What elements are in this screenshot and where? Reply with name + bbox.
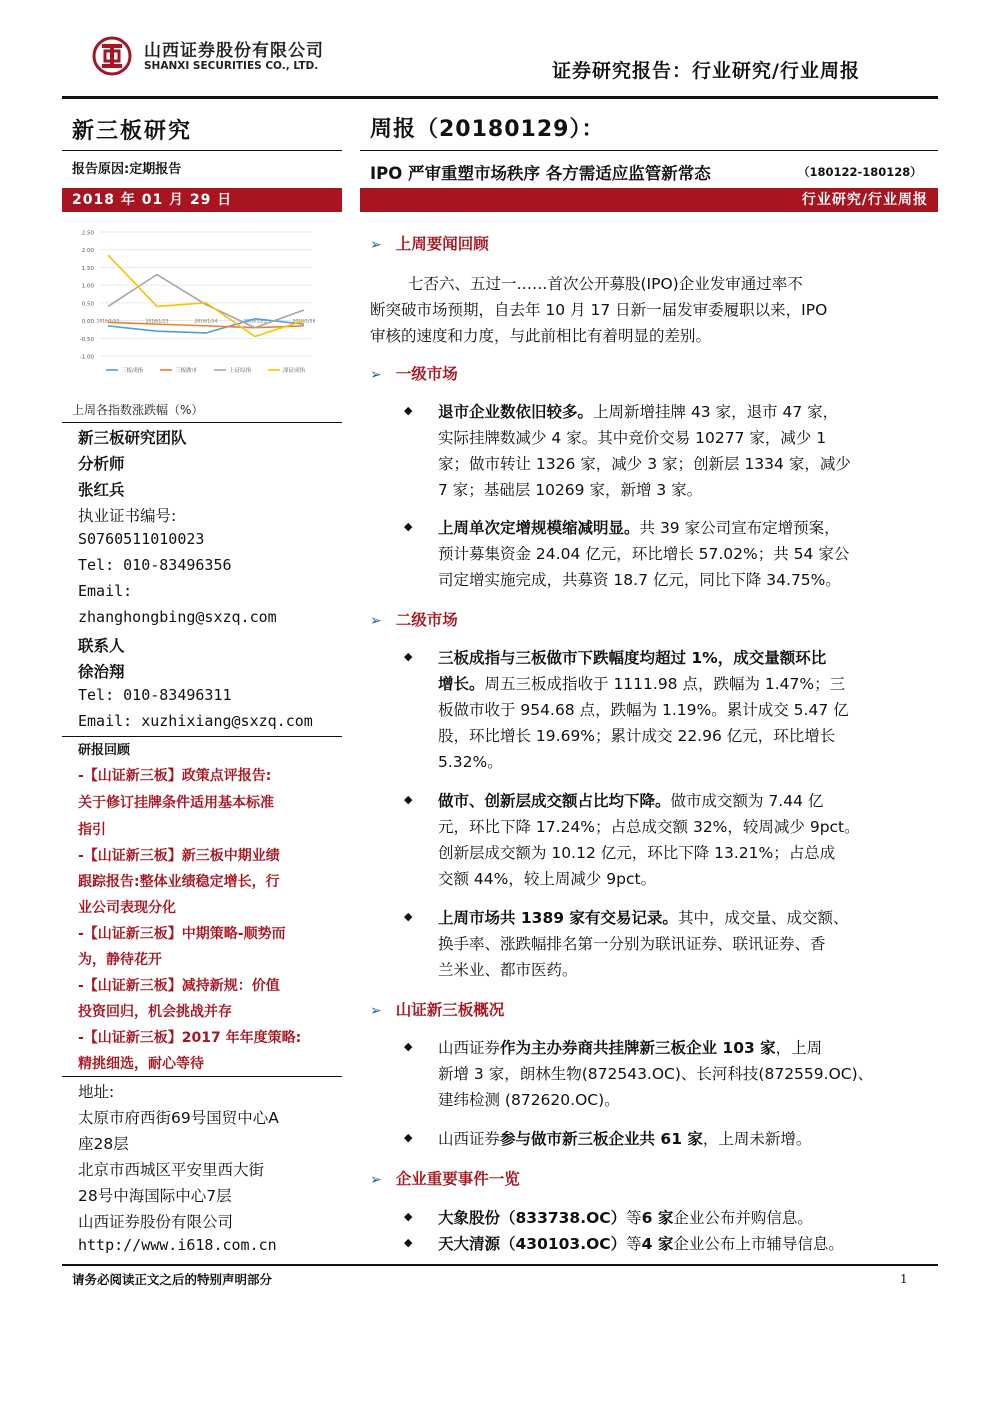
- address-line: 北京市西城区平安里西大街: [78, 1161, 265, 1179]
- address-line: 太原市府西街69号国贸中心A: [78, 1109, 279, 1127]
- address-line: 28号中海国际中心7层: [78, 1187, 232, 1205]
- bullet-line: 上周市场共 1389 家有交易记录。其中，成交量、成交额、: [438, 909, 849, 927]
- paragraph-line: 断突破市场预期，自去年 10 月 17 日新一届发审委履职以来，IPO: [370, 301, 828, 319]
- section-bar-label: 行业研究/行业周报: [801, 192, 928, 208]
- analyst-label: 分析师: [78, 455, 125, 473]
- company-name-en: SHANXI SECURITIES CO., LTD.: [144, 60, 319, 72]
- email-label: Email:: [78, 582, 133, 600]
- section-heading-sxzq-overview: ➢ 山证新三板概况: [370, 1001, 505, 1019]
- team-name: 新三板研究团队: [78, 429, 187, 447]
- chart-x-tick-label: 2018/1/23: [145, 319, 169, 325]
- contact-label: 联系人: [78, 637, 125, 655]
- bullet-icon: ◆: [404, 910, 413, 923]
- chart-x-tick-label: 2018/1/22: [96, 319, 120, 325]
- chart-caption: 上周各指数涨跌幅（%）: [72, 403, 204, 417]
- chart-caption-divider: [62, 422, 342, 423]
- research-item[interactable]: 指引: [78, 822, 106, 838]
- index-change-chart: [62, 220, 342, 394]
- left-title-divider: [62, 150, 342, 151]
- chart-legend-label: 上证综指: [229, 368, 252, 374]
- cert-label: 执业证书编号:: [78, 507, 177, 525]
- left-title: 新三板研究: [72, 119, 193, 144]
- analyst-email[interactable]: zhanghongbing@sxzq.com: [78, 608, 277, 626]
- contact-tel: Tel: 010-83496311: [78, 686, 232, 704]
- bullet-line: 股，环比增长 19.69%；累计成交 22.96 亿元，环比增长: [438, 727, 836, 745]
- section-heading-corporate-events: ➢ 企业重要事件一览: [370, 1170, 520, 1188]
- bullet-icon: ◆: [404, 1040, 413, 1053]
- bullet-line: 退市企业数依旧较多。上周新增挂牌 43 家，退市 47 家，: [438, 403, 839, 421]
- bullet-line: 增长。周五三板成指收于 1111.98 点，跌幅为 1.47%；三: [438, 675, 846, 693]
- company-website[interactable]: http://www.i618.com.cn: [78, 1236, 277, 1254]
- research-item[interactable]: -【山证新三板】中期策略-顺势而: [78, 926, 286, 942]
- contact-email[interactable]: Email: xuzhixiang@sxzq.com: [78, 712, 313, 730]
- chart-x-tick-label: 2018/1/26: [292, 319, 316, 325]
- main-title: 周报（20180129）：: [370, 117, 605, 142]
- research-item[interactable]: 跟踪报告:整体业绩稳定增长，行: [78, 874, 280, 890]
- bullet-icon: ◆: [404, 1131, 413, 1144]
- address-line: 座28层: [78, 1135, 129, 1153]
- section-heading-secondary-market: ➢ 二级市场: [370, 611, 458, 629]
- section-heading-news: ➢ 上周要闻回顾: [370, 235, 489, 253]
- bullet-icon: ◆: [404, 404, 413, 417]
- bullet-line: 7 家；基础层 10269 家，新增 3 家。: [438, 481, 703, 499]
- research-review-title: 研报回顾: [78, 743, 131, 758]
- chart-y-tick-label: 2.50: [81, 230, 94, 237]
- footer-notice: 请务必阅读正文之后的特别声明部分: [72, 1272, 273, 1287]
- page-number: 1: [900, 1272, 908, 1286]
- research-item[interactable]: 投资回归，机会挑战并存: [78, 1004, 232, 1020]
- bullet-line: 兰米业、都市医药。: [438, 961, 578, 979]
- report-reason: 报告原因:定期报告: [72, 162, 182, 177]
- analyst-tel: Tel: 010-83496356: [78, 556, 232, 574]
- research-item[interactable]: 精挑细选，耐心等待: [78, 1056, 204, 1072]
- bullet-icon: ◆: [404, 520, 413, 533]
- footer-divider: [62, 1264, 938, 1266]
- bullet-line: 板做市收于 954.68 点，跌幅为 1.19%。累计成交 5.47 亿: [438, 701, 849, 719]
- research-divider: [62, 736, 342, 737]
- chart-y-tick-label: 1.50: [81, 265, 94, 272]
- bullet-line: 5.32%。: [438, 753, 503, 771]
- bullet-line: 创新层成交额为 10.12 亿元，环比下降 13.21%；占总成: [438, 844, 836, 862]
- bullet-line: 实际挂牌数减少 4 家。其中竞价交易 10277 家，减少 1: [438, 429, 827, 447]
- bullet-line: 大象股份（833738.OC）等6 家企业公布并购信息。: [438, 1209, 813, 1227]
- bullet-line: 换手率、涨跌幅排名第一分别为联讯证券、联讯证券、香: [438, 935, 826, 953]
- research-item[interactable]: -【山证新三板】政策点评报告:: [78, 768, 272, 784]
- bullet-line: 三板成指与三板做市下跌幅度均超过 1%，成交量额环比: [438, 649, 827, 667]
- section-bar: [360, 188, 938, 212]
- subtitle: IPO 严审重塑市场秩序 各方需适应监管新常态: [370, 164, 711, 183]
- research-item[interactable]: -【山证新三板】新三板中期业绩: [78, 848, 280, 864]
- section-heading-primary-market: ➢ 一级市场: [370, 365, 458, 383]
- research-item[interactable]: 业公司表现分化: [78, 900, 176, 916]
- bullet-line: 家；做市转让 1326 家，减少 3 家；创新层 1334 家，减少: [438, 455, 851, 473]
- chart-legend-label: 三板做市: [175, 368, 198, 374]
- chart-y-tick-label: 0.00: [81, 319, 94, 326]
- chevron-right-icon: ➢: [370, 1003, 382, 1019]
- chevron-right-icon: ➢: [370, 367, 382, 383]
- address-divider: [62, 1076, 342, 1077]
- main-title-divider: [360, 150, 938, 151]
- bullet-icon: ◆: [404, 793, 413, 806]
- bullet-line: 元，环比下降 17.24%；占总成交额 32%，较周减少 9pct。: [438, 818, 860, 836]
- cert-number: S0760511010023: [78, 530, 205, 548]
- chart-y-tick-label: 0.50: [81, 301, 94, 308]
- company-logo-icon: [92, 36, 132, 76]
- chevron-right-icon: ➢: [370, 613, 382, 629]
- paragraph-line: 七否六、五过一……首次公开募股(IPO)企业发审通过率不: [408, 275, 803, 293]
- bullet-icon: ◆: [404, 1236, 413, 1249]
- chevron-right-icon: ➢: [370, 1172, 382, 1188]
- report-date: 2018 年 01 月 29 日: [62, 188, 342, 212]
- bullet-line: 上周单次定增规模缩减明显。共 39 家公司宣布定增预案，: [438, 519, 840, 537]
- bullet-line: 预计募集资金 24.04 亿元，环比增长 57.02%；共 54 家公: [438, 545, 850, 563]
- chart-x-tick-label: 2018/1/24: [194, 319, 218, 325]
- bullet-line: 山西证券参与做市新三板企业共 61 家，上周未新增。: [438, 1130, 812, 1148]
- header-divider: [62, 96, 938, 99]
- company-name-cn: 山西证券股份有限公司: [144, 41, 324, 61]
- chart-y-tick-label: 1.00: [81, 283, 94, 290]
- chart-y-tick-label: 2.00: [81, 248, 94, 255]
- paragraph-line: 审核的速度和力度，与此前相比有着明显的差别。: [370, 327, 712, 345]
- bullet-icon: ◆: [404, 650, 413, 663]
- chart-y-tick-label: -1.00: [79, 354, 94, 361]
- chart-legend-label: 深证成指: [283, 368, 306, 374]
- chart-y-tick-label: -0.50: [79, 336, 94, 343]
- date-range: （180122-180128）: [798, 165, 922, 179]
- research-item[interactable]: -【山证新三板】2017 年年度策略:: [78, 1030, 302, 1046]
- bullet-line: 交额 44%，较上周减少 9pct。: [438, 870, 657, 888]
- analyst-name: 张红兵: [78, 481, 125, 499]
- bullet-line: 做市、创新层成交额占比均下降。做市成交额为 7.44 亿: [438, 792, 824, 810]
- address-label: 地址:: [78, 1083, 115, 1101]
- bullet-line: 山西证券作为主办券商共挂牌新三板企业 103 家，上周: [438, 1039, 823, 1057]
- chart-legend-label: 三板成指: [121, 368, 144, 374]
- bullet-line: 天大清源（430103.OC）等4 家企业公布上市辅导信息。: [438, 1235, 844, 1253]
- chart-x-tick-label: 2018/1/25: [243, 319, 267, 325]
- company-logo: [92, 34, 352, 82]
- bullet-line: 新增 3 家，朗林生物(872543.OC)、长河科技(872559.OC)、: [438, 1065, 874, 1083]
- index-change-chart-svg: [62, 220, 342, 394]
- research-item[interactable]: -【山证新三板】减持新规：价值: [78, 978, 280, 994]
- research-item[interactable]: 为，静待花开: [78, 952, 162, 968]
- research-item[interactable]: 关于修订挂牌条件适用基本标准: [78, 795, 274, 811]
- bullet-line: 司定增实施完成，共募资 18.7 亿元，同比下降 34.75%。: [438, 571, 841, 589]
- address-line: 山西证券股份有限公司: [78, 1213, 234, 1231]
- contact-name: 徐治翔: [78, 663, 125, 681]
- bullet-line: 建纬检测 (872620.OC)。: [438, 1091, 620, 1109]
- bullet-icon: ◆: [404, 1210, 413, 1223]
- report-type: 证券研究报告：行业研究/行业周报: [552, 60, 860, 82]
- chevron-right-icon: ➢: [370, 237, 382, 253]
